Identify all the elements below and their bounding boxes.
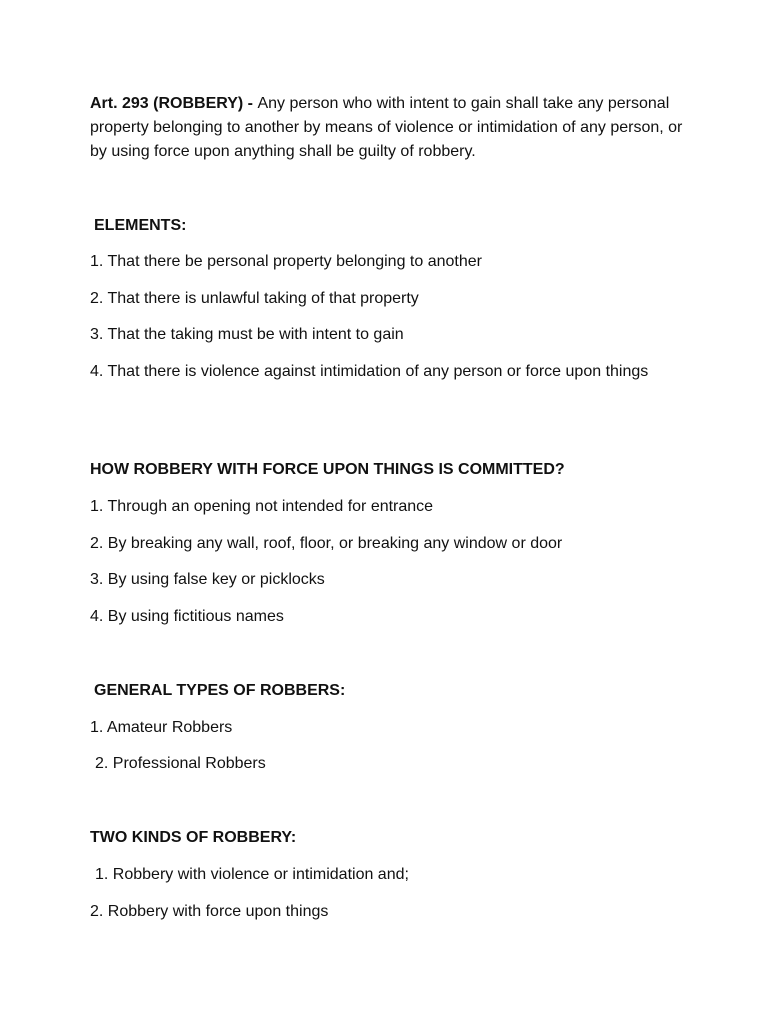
elements-item-3: 3. That the taking must be with intent to gain: [90, 326, 404, 343]
force-item-1: 1. Through an opening not intended for entrance: [90, 498, 434, 515]
two-kinds-item-1: 1. Robbery with violence or intimidation and;: [95, 866, 409, 883]
force-item-4: 4. By using fictitious names: [90, 608, 284, 625]
elements-heading: ELEMENTS:: [94, 217, 187, 234]
force-item-2: 2. By breaking any wall, roof, floor, or breaking any window or door: [90, 535, 563, 552]
two-kinds-item-2: 2. Robbery with force upon things: [90, 903, 329, 920]
article-title: Art. 293 (ROBBERY): [90, 95, 244, 112]
general-types-heading: GENERAL TYPES OF ROBBERS:: [94, 682, 346, 699]
elements-item-4: 4. That there is violence against intimidation of any person or force upon things: [90, 363, 649, 380]
force-upon-things-heading: HOW ROBBERY WITH FORCE UPON THINGS IS COMMITTED?: [90, 461, 565, 478]
two-kinds-heading: TWO KINDS OF ROBBERY:: [90, 829, 297, 846]
elements-item-2: 2. That there is unlawful taking of that property: [90, 290, 419, 307]
elements-item-1: 1. That there be personal property belonging to another: [90, 253, 482, 270]
force-item-3: 3. By using false key or picklocks: [90, 571, 325, 588]
article-text: Any person who with intent to gain shall take any personal property belonging to another by means of violence or intimidation of any person, or by using force upon anything shall be guilty of robbery.: [90, 95, 683, 160]
article-definition: [90, 92, 690, 164]
general-types-item-1: 1. Amateur Robbers: [90, 719, 233, 736]
article-separator: -: [243, 95, 258, 112]
general-types-item-2: 2. Professional Robbers: [95, 755, 266, 772]
